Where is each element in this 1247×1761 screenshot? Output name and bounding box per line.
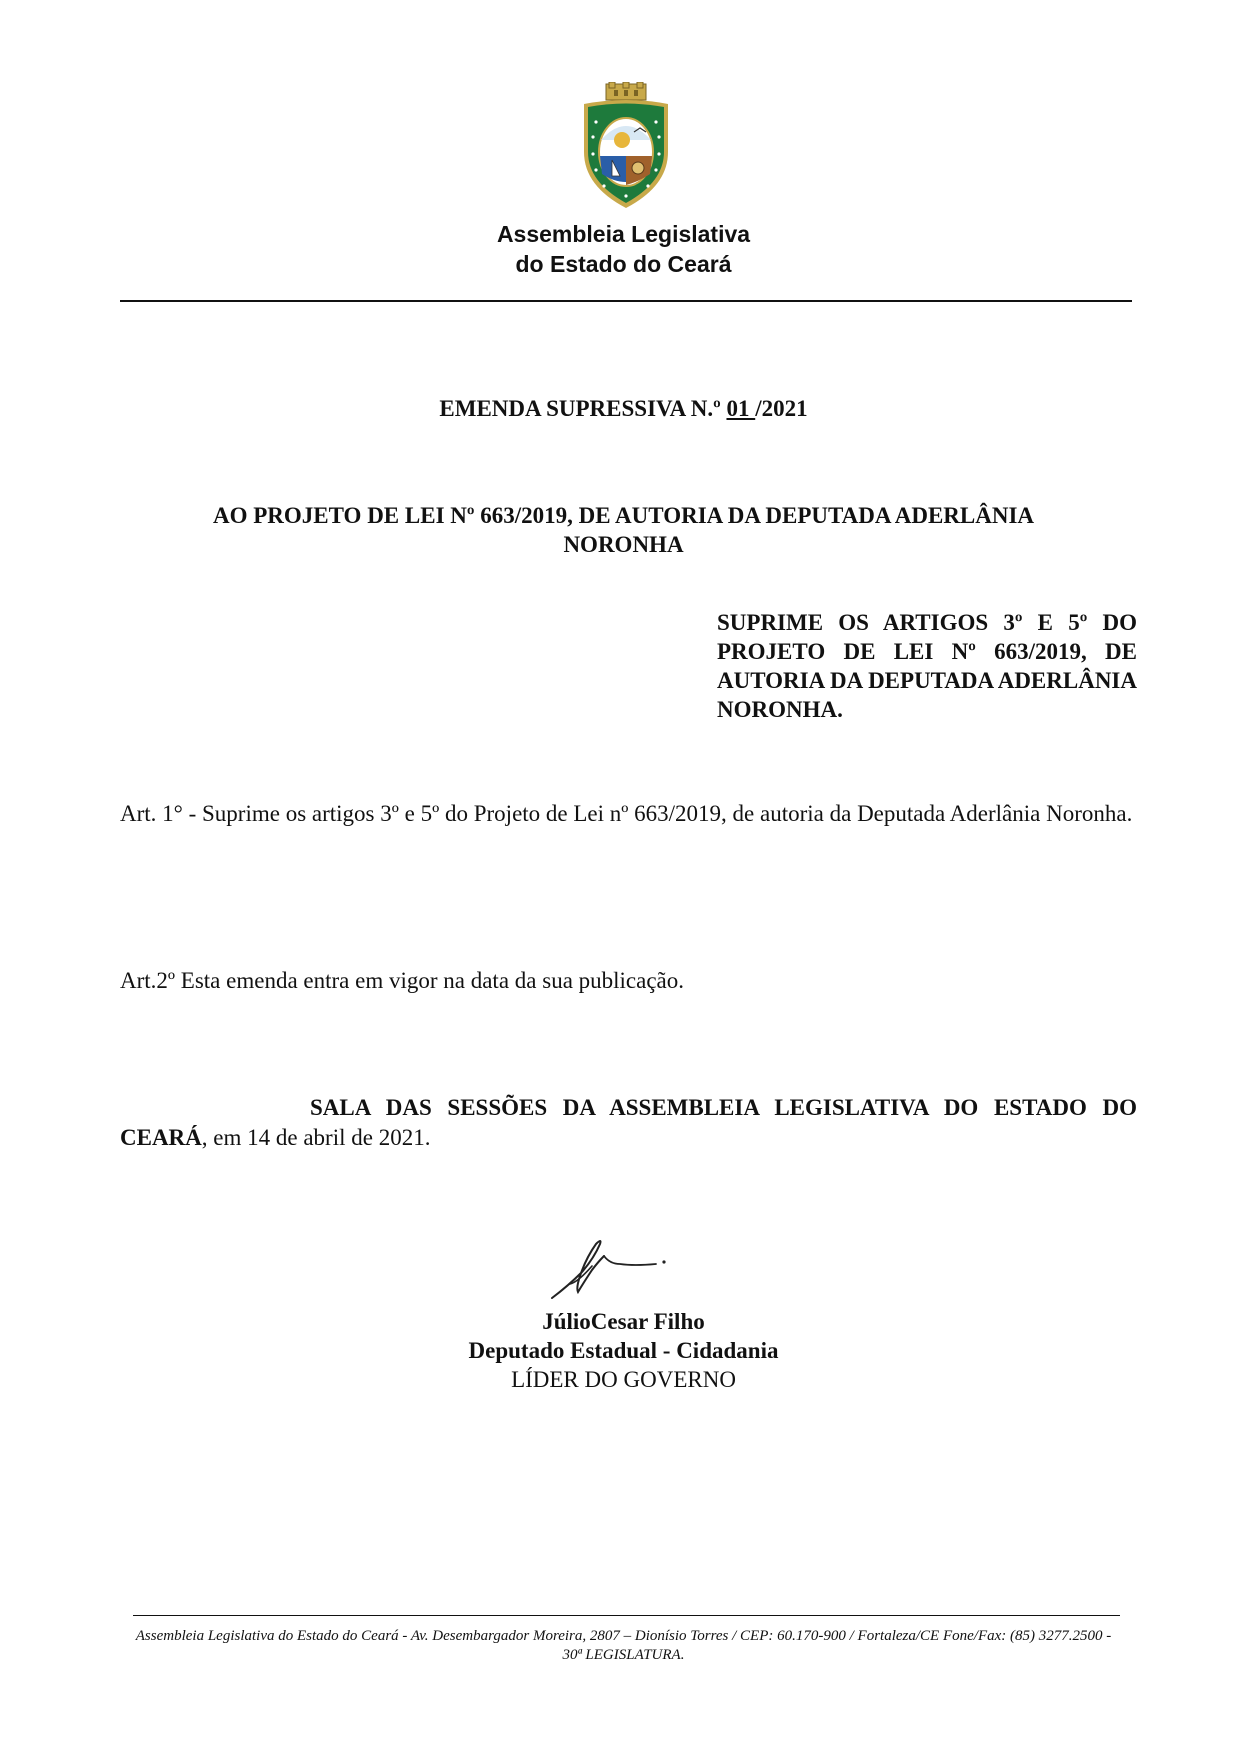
title-suffix: /2021 bbox=[755, 396, 808, 421]
footer-divider bbox=[133, 1615, 1120, 1616]
document-summary: SUPRIME OS ARTIGOS 3º E 5º DO PROJETO DE LEI Nº 663/2019, DE AUTORIA DA DEPUTADA ADERLÂNIA NORONHA. bbox=[717, 610, 1137, 722]
title-prefix: EMENDA SUPRESSIVA N.º bbox=[439, 396, 727, 421]
closing-date: , em 14 de abril de 2021. bbox=[201, 1125, 431, 1150]
document-subject: AO PROJETO DE LEI Nº 663/2019, DE AUTORIA DA DEPUTADA ADERLÂNIA NORONHA bbox=[212, 503, 1035, 557]
state-coat-of-arms-icon bbox=[576, 82, 676, 210]
signer-title: LÍDER DO GOVERNO bbox=[511, 1367, 736, 1392]
signer-role: Deputado Estadual - Cidadania bbox=[468, 1338, 779, 1363]
signer-name: JúlioCesar Filho bbox=[542, 1309, 705, 1334]
footer-address: Assembleia Legislativa do Estado do Ceará - Av. Desembargador Moreira, 2807 – Dionísio Torres / CEP: 60.170-900 / Fortaleza/CE Fone/Fax: (85) 3277.2500 - 30ª LEGISLATURA. bbox=[135, 1628, 1112, 1663]
header-divider bbox=[120, 300, 1132, 302]
article-1: Art. 1° - Suprime os artigos 3º e 5º do Projeto de Lei nº 663/2019, de autoria da Deputada Aderlânia Noronha. bbox=[120, 801, 1133, 826]
closing-location: SALA DAS SESSÕES DA ASSEMBLEIA LEGISLATIVA DO ESTADO DO CEARÁ bbox=[120, 1095, 1137, 1150]
amendment-number: 01 bbox=[726, 396, 756, 421]
document-title bbox=[0, 396, 1247, 422]
institution-name-line1: Assembleia Legislativa bbox=[496, 221, 751, 247]
institution-name-line2: do Estado do Ceará bbox=[515, 251, 732, 277]
article-2: Art.2º Esta emenda entra em vigor na data da sua publicação. bbox=[120, 968, 685, 993]
closing-statement bbox=[120, 1093, 1137, 1153]
handwritten-signature-icon bbox=[548, 1236, 672, 1304]
